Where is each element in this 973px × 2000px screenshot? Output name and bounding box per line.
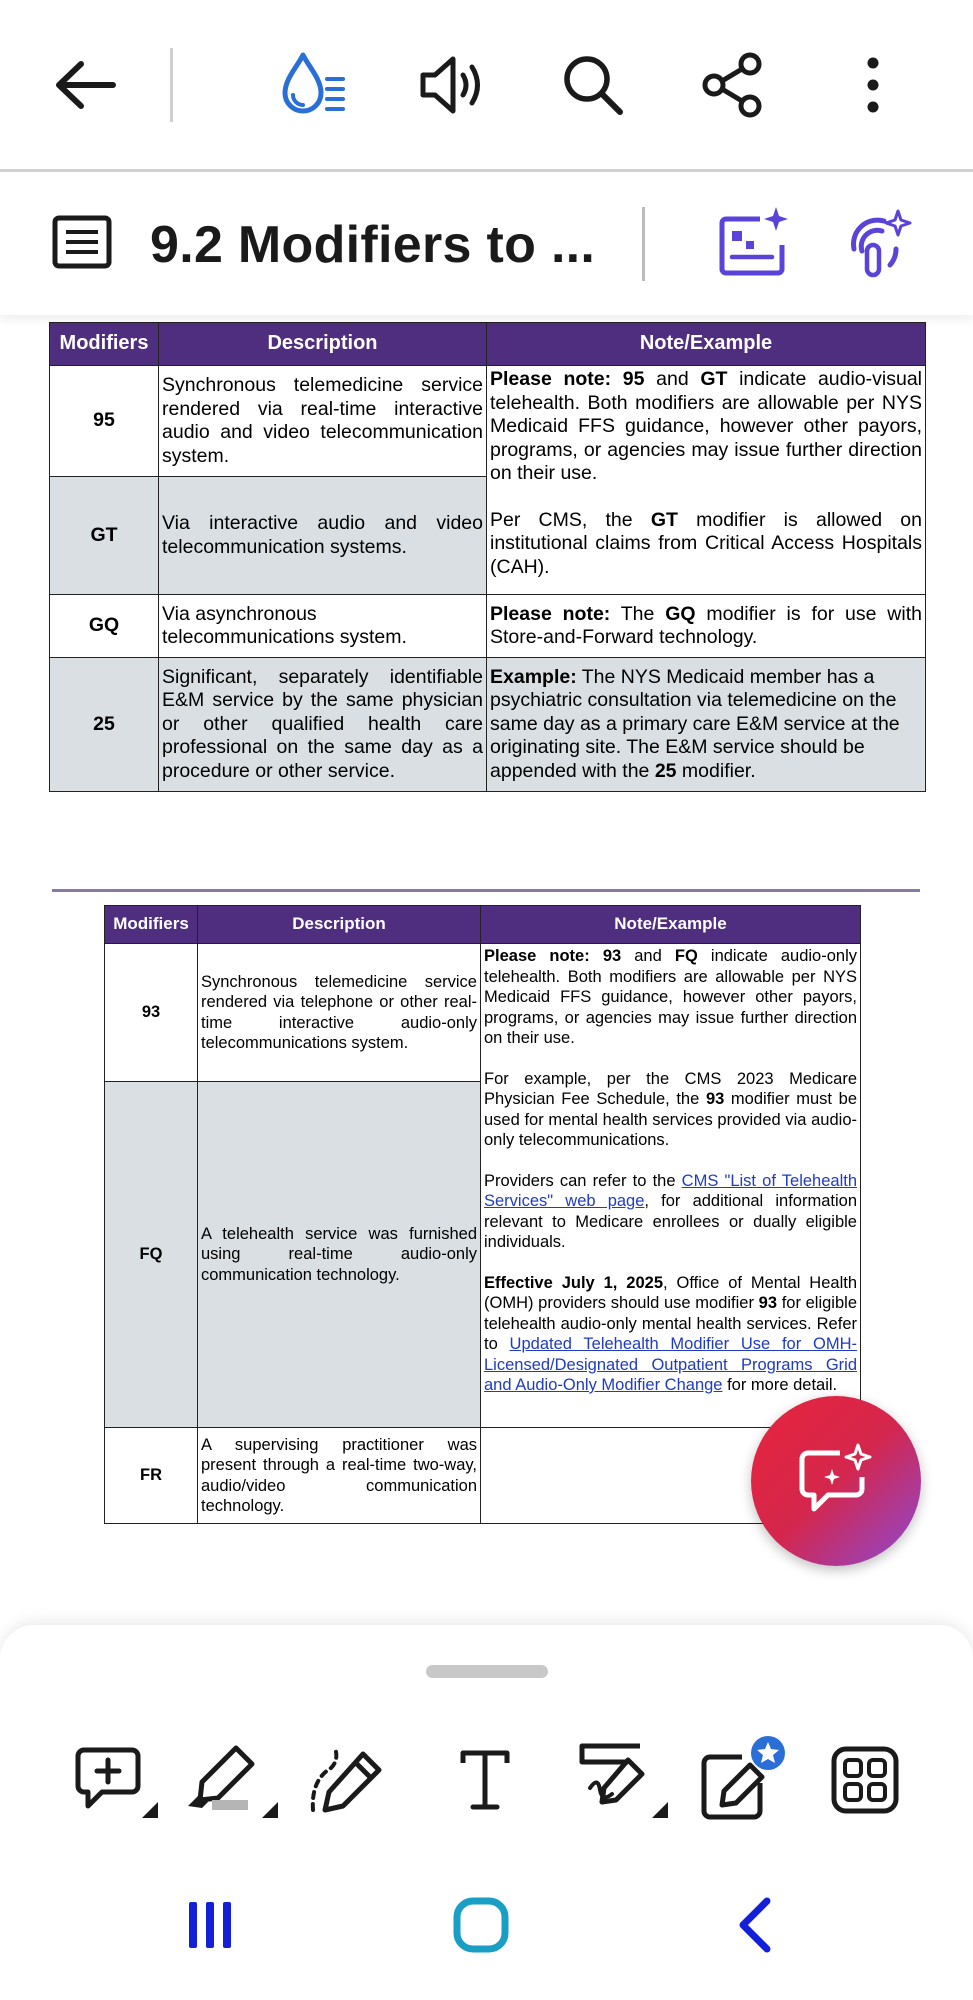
highlight-icon[interactable] [180,1735,280,1825]
table-header-row [50,323,926,366]
ai-assistant-icon[interactable] [840,205,920,285]
back-arrow-icon[interactable] [40,40,130,130]
share-icon[interactable] [688,40,778,130]
system-navigation-bar [0,1850,973,2000]
omh-modifier-grid-link[interactable]: Updated Telehealth Modifier Use for OMH-Licensed/Designated Outpatient Programs Grid and Audio-Only Modifier Change [484,1335,857,1394]
modifier-description: Via interactive audio and video telecommunication systems. [159,477,487,595]
modifier-code: FQ [105,1082,198,1428]
edit-pdf-icon[interactable] [690,1735,790,1825]
modifier-note: Example: The NYS Medicaid member has a psychiatric consultation via telemedicine on the same day as a primary care E&M service at the originating site. The E&M service should be appended with the 25 modifier. [487,658,926,792]
page-title: 9.2 Modifiers to ... [150,216,596,274]
liquid-mode-icon[interactable] [268,40,358,130]
sheet-drag-handle[interactable] [426,1665,548,1678]
home-icon[interactable] [436,1880,526,1970]
fill-sign-icon[interactable] [570,1735,670,1825]
add-comment-icon[interactable] [60,1735,160,1825]
modifier-description: Via asynchronous telecommunications system. [159,595,487,658]
column-header: Note/Example [487,323,926,366]
modifier-description: Synchronous telemedicine service rendered via telephone or other real-time interactive audio-only telecommunications system. [198,944,481,1082]
more-vertical-icon[interactable] [828,40,918,130]
table-row [105,944,861,1082]
table-row [105,1428,861,1524]
column-header: Description [198,906,481,944]
modifier-code: GT [50,477,159,595]
back-icon[interactable] [710,1880,800,1970]
modifier-note: Please note: 93 and FQ indicate audio-only telehealth. Both modifiers are allowable per NYS Medicaid FFS guidance, however other payors, programs, or agencies may issue further direction on their use. For example, per the CMS 2023 Medicare Physician Fee Schedule, the 93 modifier must be used for mental health services provided via audio-only telecommunications. Providers can refer to the CMS "List of Telehealth Services" web page, for additional information relevant to Medicare enrollees or dually eligible individuals. Effective July 1, 2025, Office of Mental Health (OMH) providers should use modifier 93 for eligible telehealth audio-only mental health services. Refer to Updated Telehealth Modifier Use for OMH-Licensed/Designated Outpatient Programs Grid and Audio-Only Modifier Change for more detail. [481,944,861,1428]
column-header: Description [159,323,487,366]
modifier-description: A supervising practitioner was present through a real-time two-way, audio/video communication technology. [198,1428,481,1524]
read-aloud-icon[interactable] [408,40,498,130]
outline-menu-icon[interactable] [52,215,116,279]
table-header-row [105,906,861,944]
ai-summary-icon[interactable] [716,205,796,285]
modifier-code: 95 [50,366,159,477]
modifier-note: Please note: The GQ modifier is for use with Store-and-Forward technology. [487,595,926,658]
document-title-bar [0,175,973,315]
search-icon[interactable] [548,40,638,130]
modifier-code: 93 [105,944,198,1082]
add-text-icon[interactable] [435,1735,535,1825]
cms-telehealth-list-link[interactable]: CMS "List of Telehealth Services" web page [484,1171,858,1210]
modifier-description: A telehealth service was furnished using real-time audio-only communication technology. [198,1082,481,1428]
modifier-code: 25 [50,658,159,792]
ai-chat-icon [796,1443,876,1519]
modifier-note: Please note: 95 and GT indicate audio-visual telehealth. Both modifiers are allowable per NYS Medicaid FFS guidance, however other payors, programs, or agencies may issue further direction on their use. Per CMS, the GT modifier is allowed on institutional claims from Critical Access Hospitals (CAH). [487,366,926,595]
top-toolbar [0,0,973,172]
column-header: Note/Example [481,906,861,944]
section-divider [52,889,920,892]
modifier-description: Synchronous telemedicine service rendered via real-time interactive audio and video telecommunication system. [159,366,487,477]
modifier-code: GQ [50,595,159,658]
table-row [50,595,926,658]
table-row [50,366,926,477]
draw-icon[interactable] [300,1735,400,1825]
modifiers-table-audio-visual [49,322,926,792]
toolbar-divider [170,48,173,122]
all-tools-icon[interactable] [815,1735,915,1825]
table-row [50,658,926,792]
modifiers-table-audio-only [104,905,861,1524]
recents-icon[interactable] [165,1880,255,1970]
modifier-description: Significant, separately identifiable E&M service by the same physician or other qualified health care professional on the same day as a procedure or other service. [159,658,487,792]
tools-sheet [0,1625,973,1850]
column-header: Modifiers [105,906,198,944]
ai-chat-fab[interactable] [751,1396,921,1566]
modifier-code: FR [105,1428,198,1524]
column-header: Modifiers [50,323,159,366]
title-divider [642,207,645,281]
